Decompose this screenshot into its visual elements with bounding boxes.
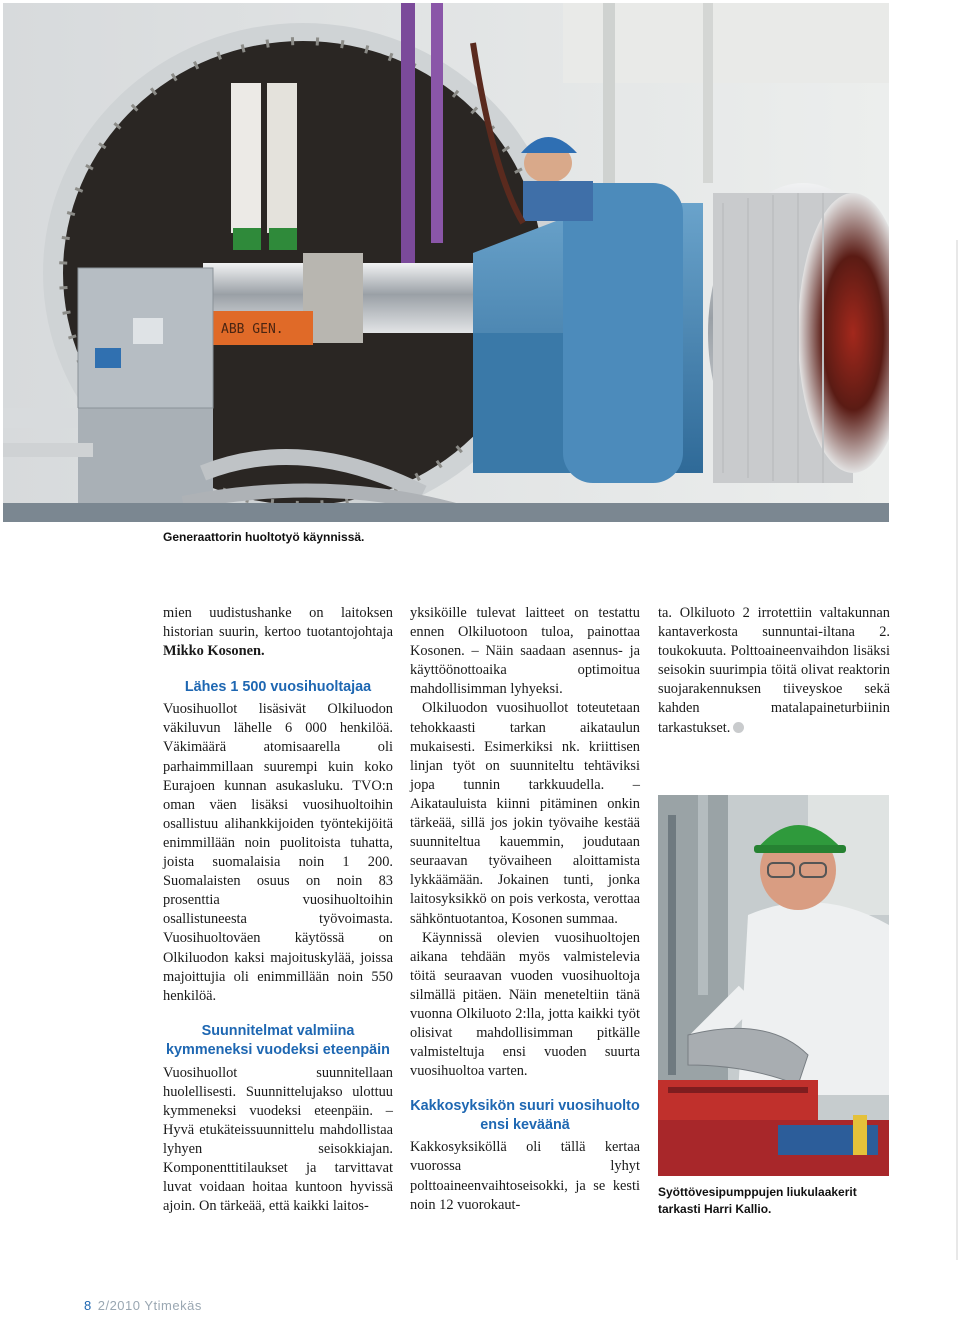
generator-maintenance-photo	[3, 3, 889, 522]
worker-inspection-photo	[658, 795, 889, 1176]
end-of-article-dot-icon	[733, 722, 744, 733]
issue-label: 2/2010 Ytimekäs	[97, 1298, 202, 1313]
generator-photo-illustration	[3, 3, 889, 522]
person-name: Mikko Kosonen.	[163, 643, 265, 660]
intro-text: mien uudistushanke on laitoksen historian suurin, kertoo tuotantojohtaja	[163, 605, 393, 641]
paragraph-valmistelu: Käynnissä olevien vuosihuoltojen aikana tehdään myös valmistelevia töitä seuraavan vuoden vuosihuoltoja silmällä pitäen. Näin meneteltiin tänä vuonna Olkiluoto 2:lla, jotta kaikki työt olisivat mahdollisimman pitkälle valmisteltuja ensi vuoden suurta vuosihuoltoa varten.	[410, 929, 640, 1080]
intro-paragraph	[163, 604, 393, 661]
paragraph-ol2	[658, 604, 890, 738]
machine-label-text: ABB GEN.	[221, 322, 284, 337]
paragraph-vakiluku: Vuosihuollot lisäsivät Olkiluodon väkiluvun lähelle 6 000 henkilöä. Väkimäärä atomisaarella oli parhaimmillaan suurempi kuin koko Eurajoen kunnan asukasluku. TVO:n oman väen lisäksi vuosihuoltoihin osallistuu alihankkijoiden työntekijöitä enimmillään noin puolitoista tuhatta, joista suomalaisia noin 1 200. Suomalaisten osuus on noin 83 prosenttia vuosihuoltoihin osallistuneesta työvoimasta. Vuosihuoltoväen käytössä on Olkiluodon kaksi majoituskylää, joissa majoittujia oli enimmillään noin 550 henkilöä.	[163, 701, 393, 1004]
article-column-3	[658, 604, 890, 738]
article-column-1	[163, 604, 393, 1217]
worker-photo-caption: Syöttövesipumppujen liukulaakerit tarkasti Harri Kallio.	[658, 1185, 857, 1216]
page-edge-divider	[956, 240, 958, 1260]
article-column-2	[410, 604, 640, 1215]
paragraph-kakkosyksikko: Kakkosyksiköllä oli tällä kertaa vuorossa lyhyt polttoaineenvaihtoseisokki, ja se kesti noin 12 vuorokaut-	[410, 1139, 640, 1213]
section-heading-kakkosyksikko: Kakkosyksikön suuri vuosihuolto ensi keväänä	[410, 1098, 640, 1134]
section-heading-suunnitelmat: Suunnitelmat valmiina kymmeneksi vuodeksi eteenpäin	[166, 1022, 390, 1058]
worker-photo-illustration	[658, 795, 889, 1176]
section-heading-vuosihuoltajaa: Lähes 1 500 vuosihuoltajaa	[184, 679, 372, 696]
paragraph-aikataulu: Olkiluodon vuosihuollot toteutetaan tehokkaasti tarkan aikataulun mukaisesti. Esimerkiksi nk. kriittisen linjan työt on suunniteltu tehtäviksi jopa tunnin tarkkuudella. – Aikatauluista kiinni pitäminen onkin tärkeää, sillä jos jokin työvaihe kestää suunniteltua kauemmin, joudutaan seuraavan työvaiheen aloittamista lykkäämään. Jokainen tunti, jonka laitosyksikkö on pois verkosta, verottaa sähköntuotantoa, Kosonen summaa.	[410, 700, 640, 927]
paragraph-suunnittelu: Vuosihuollot suunnitellaan huolellisesti. Suunnittelujakso ulottuu kymmeneksi vuodeksi eteenpäin. – Hyvä etukäteissuunnittelu mahdollistaa lyhyen seisokkiajan. Komponenttitilaukset ja tarvittavat luvat voidaan hoitaa kuntoon hyvissä ajoin. On tärkeää, että kaikki laitos-	[163, 1064, 393, 1215]
page-footer	[84, 1298, 202, 1313]
paragraph-ol2-text: ta. Olkiluoto 2 irrotettiin valtakunnan kantaverkosta sunnuntai-iltana 2. toukokuuta. Polttoaineenvaihdon lisäksi seisokin suurimpia töitä olivat reaktorin suojarakennuksen tiiveyskoe sekä kahden matalapaineturbiinin tarkastukset.	[658, 605, 890, 736]
paragraph-testaus: yksiköille tulevat laitteet on testattu ennen Olkiluotoon tuloa, painottaa Kosonen. – Näin saadaan asennus- ja käyttöönottoaika optimoitua mahdollisimman lyhyeksi.	[410, 605, 640, 698]
page-number: 8	[84, 1298, 92, 1313]
main-photo-caption: Generaattorin huoltotyö käynnissä.	[163, 530, 365, 544]
